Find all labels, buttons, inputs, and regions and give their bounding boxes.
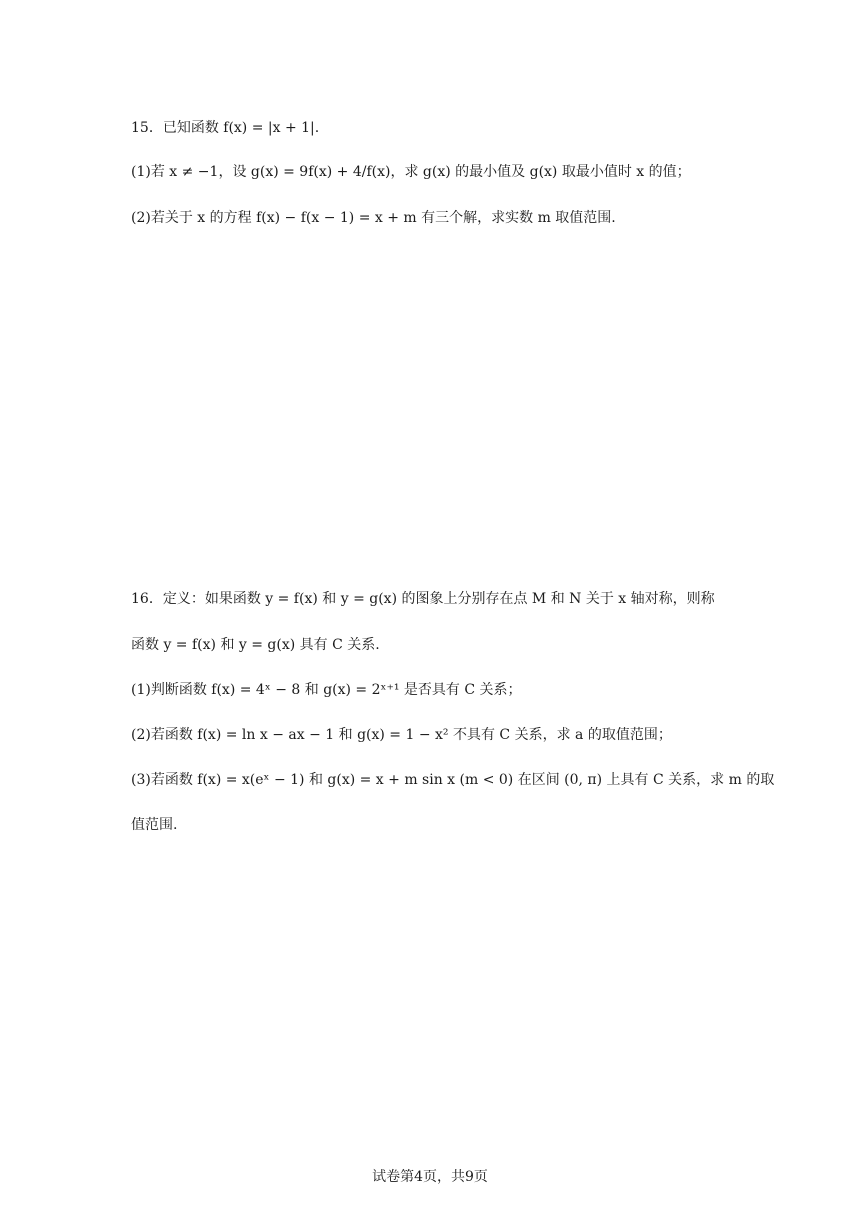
q16-intro-line2: 函数 y = f(x) 和 y = g(x) 具有 C 关系.: [131, 637, 380, 653]
q15-part2: (2)若关于 x 的方程 f(x) − f(x − 1) = x + m 有三个解，求实数 m 取值范围.: [131, 210, 616, 226]
q15-title: 15．已知函数 f(x) = |x + 1|.: [131, 120, 320, 136]
q16-part3-line1: (3)若函数 f(x) = x(eˣ − 1) 和 g(x) = x + m sin x (m < 0) 在区间 (0, π) 上具有 C 关系，求 m 的取: [131, 772, 775, 788]
q15-part1: (1)若 x ≠ −1，设 g(x) = 9f(x) + 4/f(x)，求 g(x) 的最小值及 g(x) 取最小值时 x 的值；: [131, 164, 691, 180]
q16-intro-line1: 16．定义：如果函数 y = f(x) 和 y = g(x) 的图象上分别存在点 M 和 N 关于 x 轴对称，则称: [131, 591, 715, 607]
q16-part2: (2)若函数 f(x) = ln x − ax − 1 和 g(x) = 1 − x² 不具有 C 关系，求 a 的取值范围；: [131, 727, 672, 743]
page-footer: 试卷第4页，共9页: [372, 1169, 488, 1185]
q16-part3-line2: 值范围.: [131, 817, 178, 833]
q16-part1: (1)判断函数 f(x) = 4ˣ − 8 和 g(x) = 2ˣ⁺¹ 是否具有 C 关系；: [131, 682, 522, 698]
